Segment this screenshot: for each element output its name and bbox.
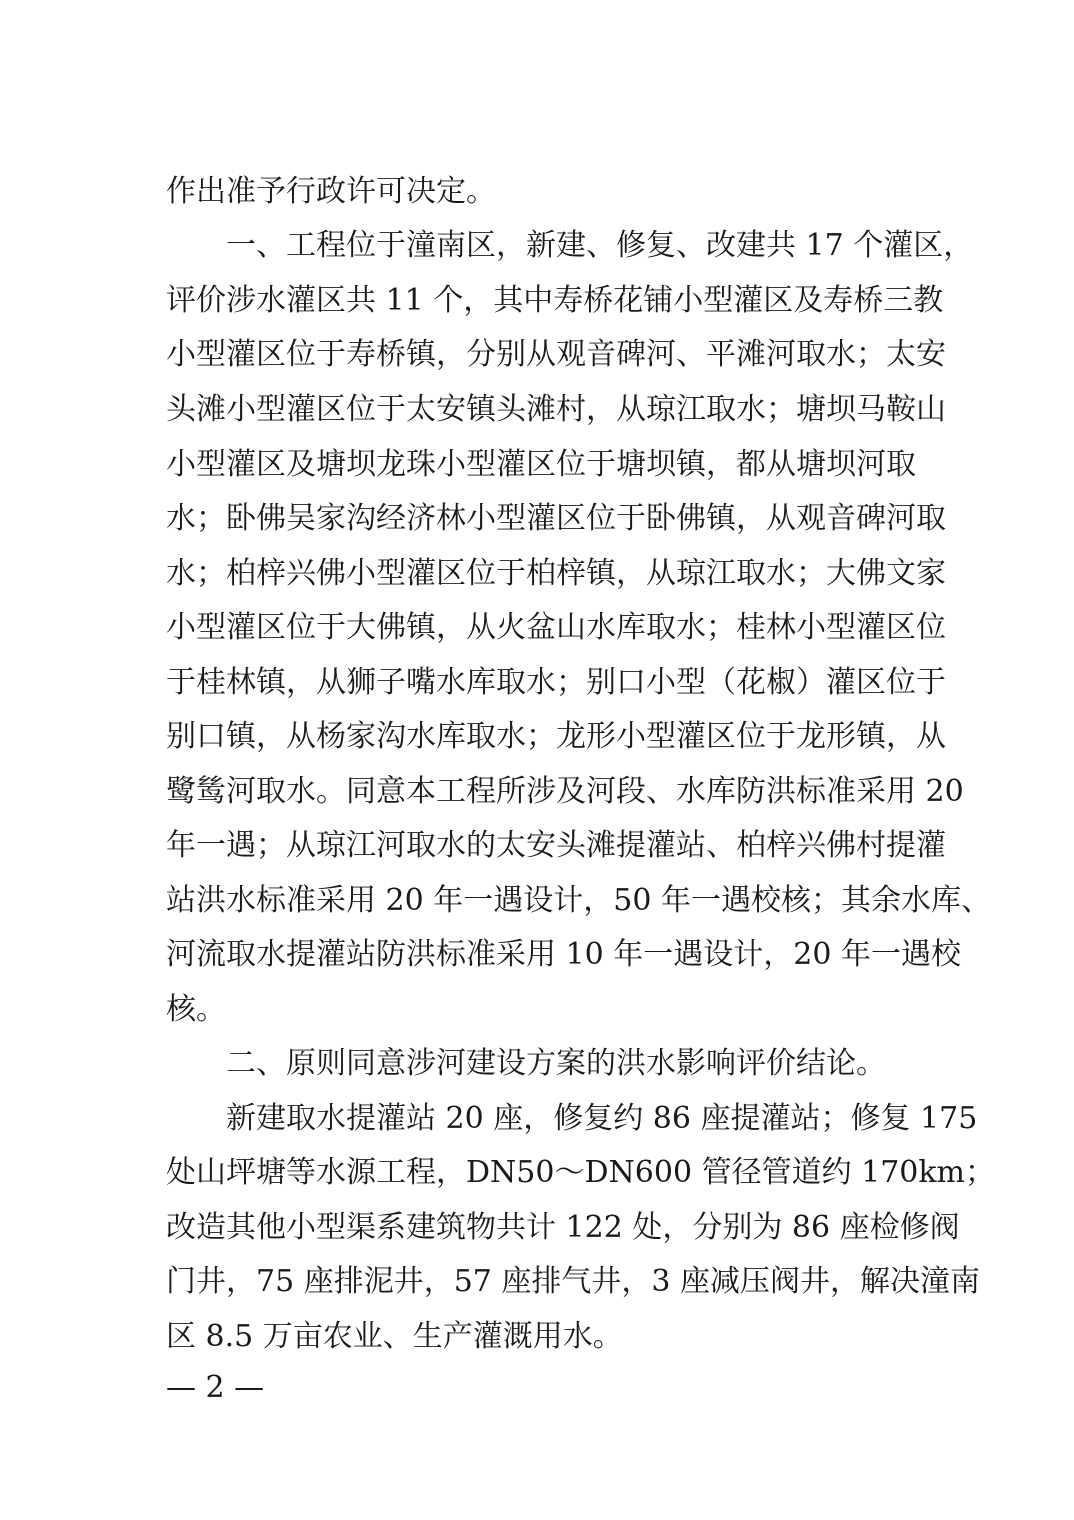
text-line: 鹭鸶河取水。同意本工程所涉及河段、水库防洪标准采用 20	[166, 774, 964, 809]
page-number: — 2 —	[166, 1370, 265, 1405]
text-line: 河流取水提灌站防洪标准采用 10 年一遇设计，20 年一遇校	[166, 937, 961, 972]
section-one-heading-line: 一、工程位于潼南区，新建、修复、改建共 17 个灌区，	[226, 228, 974, 263]
text-line: 区 8.5 万亩农业、生产灌溉用水。	[166, 1319, 623, 1354]
text-line: 核。	[166, 992, 226, 1027]
text-line: 于桂林镇，从狮子嘴水库取水；别口小型（花椒）灌区位于	[166, 665, 946, 700]
text-line: 站洪水标准采用 20 年一遇设计，50 年一遇校核；其余水库、	[166, 883, 991, 918]
text-line: 水；卧佛吴家沟经济林小型灌区位于卧佛镇，从观音碑河取	[166, 501, 946, 536]
text-line: 年一遇；从琼江河取水的太安头滩提灌站、柏梓兴佛村提灌	[166, 828, 946, 863]
text-line: 改造其他小型渠系建筑物共计 122 处，分别为 86 座检修阀	[166, 1210, 960, 1245]
text-line: 处山坪塘等水源工程，DN50～DN600 管径管道约 170km；	[166, 1155, 995, 1190]
text-line: 别口镇，从杨家沟水库取水；龙形小型灌区位于龙形镇，从	[166, 719, 946, 754]
text-line: 门井，75 座排泥井，57 座排气井，3 座减压阀井，解决潼南	[166, 1264, 981, 1299]
section-two-heading-line: 二、原则同意涉河建设方案的洪水影响评价结论。	[226, 1046, 886, 1081]
text-line: 小型灌区位于寿桥镇，分别从观音碑河、平滩河取水；太安	[166, 337, 946, 372]
text-line: 评价涉水灌区共 11 个，其中寿桥花铺小型灌区及寿桥三教	[166, 283, 944, 318]
text-line: 水；柏梓兴佛小型灌区位于柏梓镇，从琼江取水；大佛文家	[166, 556, 946, 591]
text-line: 头滩小型灌区位于太安镇头滩村，从琼江取水；塘坝马鞍山	[166, 392, 946, 427]
text-line: 小型灌区及塘坝龙珠小型灌区位于塘坝镇，都从塘坝河取	[166, 447, 916, 482]
text-line: 新建取水提灌站 20 座，修复约 86 座提灌站；修复 175	[226, 1101, 978, 1136]
text-line: 小型灌区位于大佛镇，从火盆山水库取水；桂林小型灌区位	[166, 610, 946, 645]
text-line: 作出准予行政许可决定。	[166, 174, 496, 209]
